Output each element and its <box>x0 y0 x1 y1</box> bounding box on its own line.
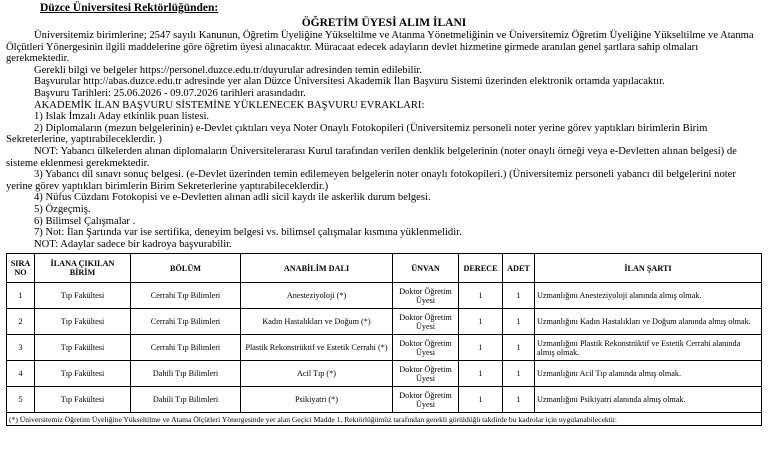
header-sira-no: SIRA NO <box>7 254 35 283</box>
cell-birim: Tıp Fakültesi <box>35 335 131 361</box>
cell-adet: 1 <box>503 361 535 387</box>
header-anabilim-dali: ANABİLİM DALI <box>241 254 393 283</box>
table-row <box>7 387 762 413</box>
cell-unvan: Doktor Öğretim Üyesi <box>393 283 459 309</box>
cell-birim: Tıp Fakültesi <box>35 283 131 309</box>
issuer-header: Düzce Üniversitesi Rektörlüğünden: <box>40 2 219 14</box>
header-unvan: ÜNVAN <box>393 254 459 283</box>
cell-ilan-sarti: Uzmanlığını Plastik Rekonstrüktif ve Estetik Cerrahi alanında almış olmak. <box>535 335 762 361</box>
cell-bolum: Cerrahi Tıp Bilimleri <box>131 283 241 309</box>
cell-anabilim-dali: Acil Tıp (*) <box>241 361 393 387</box>
application-dates: Başvuru Tarihleri: 25.06.2026 - 09.07.2026 tarihleri arasındadır. <box>34 87 306 99</box>
document-item-4: 4) Nüfus Cüzdanı Fotokopisi ve e-Devletten alınan adli sicil kaydı ile askerlik durum belgesi. <box>34 192 431 204</box>
cell-birim: Tıp Fakültesi <box>35 309 131 335</box>
table-footnote-row <box>7 413 762 426</box>
cell-ilan-sarti: Uzmanlığını Anesteziyoloji alanında almış olmak. <box>535 283 762 309</box>
header-derece: DERECE <box>459 254 503 283</box>
cell-sira-no: 4 <box>7 361 35 387</box>
document-note-2: NOT: Adaylar sadece bir kadroya başvurabilir. <box>34 238 232 250</box>
cell-adet: 1 <box>503 335 535 361</box>
cell-ilan-sarti: Uzmanlığını Psikiyatri alanında almış olmak. <box>535 387 762 413</box>
table-row <box>7 335 762 361</box>
cell-anabilim-dali: Plastik Rekonstrüktif ve Estetik Cerrahi (*) <box>241 335 393 361</box>
table-header-row <box>7 254 762 283</box>
cell-sira-no: 2 <box>7 309 35 335</box>
document-item-7: 7) Not: İlan Şartında var ise sertifika, deneyim belgesi vs. bilimsel çalışmalar kısmına yüklenmelidir. <box>34 227 462 239</box>
table-row <box>7 283 762 309</box>
positions-table <box>6 253 762 426</box>
document-item-3: 3) Yabancı dil sınavı sonuç belgesi. (e-Devlet üzerinden temin edilemeyen belgelerin noter onaylı fotokopileri.) (Üniversitemiz personeli yabancı dil belgelerini noter yerine görev yaptıkları birimlerin Birim Sekreterlerine yaptırabileceklerdir.) <box>6 169 736 192</box>
cell-birim: Tıp Fakültesi <box>35 361 131 387</box>
table-row <box>7 309 762 335</box>
document-item-1: 1) Islak İmzalı Aday etkinlik puan listesi. <box>34 111 210 123</box>
document-note-1: NOT: Yabancı ülkelerden alınan diplomaların Üniversitelerarası Kurul tarafından verilen denklik belgelerinin (noter onaylı örneği veya e-Devletten alınan belgesi) de sisteme eklenmesi gerekmektedir. <box>6 145 737 169</box>
cell-sira-no: 5 <box>7 387 35 413</box>
cell-derece: 1 <box>459 283 503 309</box>
cell-unvan: Doktor Öğretim Üyesi <box>393 361 459 387</box>
cell-unvan: Doktor Öğretim Üyesi <box>393 387 459 413</box>
cell-sira-no: 1 <box>7 283 35 309</box>
document-item-6: 6) Bilimsel Çalışmalar . <box>34 215 136 227</box>
intro-paragraph: Üniversitemiz birimlerine; 2547 sayılı Kanunun, Öğretim Üyeliğine Yükseltilme ve Atanma Yönetmeliğinin ve Üniversitemiz Öğretim Üyeliğine Yükseltilme ve Atanma Ölçütleri Yönergesinin ilgili maddelerine göre öğretim üyesi alınacaktır. Müracaat edecek adayların devlet hizmetine girmede aranılan genel şartlara sahip olmaları gerekmektedir. <box>6 30 754 65</box>
table-row <box>7 361 762 387</box>
header-adet: ADET <box>503 254 535 283</box>
cell-derece: 1 <box>459 309 503 335</box>
announcement-title: ÖĞRETİM ÜYESİ ALIM İLANI <box>301 17 467 29</box>
cell-anabilim-dali: Psikiyatri (*) <box>241 387 393 413</box>
cell-unvan: Doktor Öğretim Üyesi <box>393 309 459 335</box>
cell-ilan-sarti: Uzmanlığını Acil Tıp alanında almış olmak. <box>535 361 762 387</box>
cell-anabilim-dali: Anesteziyoloji (*) <box>241 283 393 309</box>
cell-derece: 1 <box>459 361 503 387</box>
cell-derece: 1 <box>459 387 503 413</box>
table-footnote: (*) Üniversitemiz Öğretim Üyeliğine Yükseltilme ve Atama Ölçütleri Yönergesinde yer alan Geçici Madde 1, Rektörlüğümüz tarafından gerekli görüldüğü takdirde bu kadrolar için uygulanabilecektir. <box>7 413 762 426</box>
application-info-paragraph: Başvurular http://abas.duzce.edu.tr adresinde yer alan Düzce Üniversitesi Akademik İlan Başvuru Sistemi üzerinden elektronik ortamda yapılacaktır. <box>34 76 665 88</box>
cell-anabilim-dali: Kadın Hastalıkları ve Doğum (*) <box>241 309 393 335</box>
cell-adet: 1 <box>503 387 535 413</box>
cell-unvan: Doktor Öğretim Üyesi <box>393 335 459 361</box>
cell-adet: 1 <box>503 283 535 309</box>
document-item-5: 5) Özgeçmiş. <box>34 203 91 215</box>
required-documents-heading: AKADEMİK İLAN BAŞVURU SİSTEMİNE YÜKLENECEK BAŞVURU EVRAKLARI: <box>34 99 425 111</box>
documents-info-paragraph: Gerekli bilgi ve belgeler https://personel.duzce.edu.tr/duyurular adresinden temin edilebilir. <box>34 64 423 76</box>
cell-bolum: Cerrahi Tıp Bilimleri <box>131 309 241 335</box>
cell-derece: 1 <box>459 335 503 361</box>
cell-bolum: Dahili Tıp Bilimleri <box>131 387 241 413</box>
cell-birim: Tıp Fakültesi <box>35 387 131 413</box>
header-bolum: BÖLÜM <box>131 254 241 283</box>
cell-adet: 1 <box>503 309 535 335</box>
cell-sira-no: 3 <box>7 335 35 361</box>
header-birim: İLANA ÇIKILAN BİRİM <box>35 254 131 283</box>
document-item-2: 2) Diplomaların (mezun belgelerinin) e-Devlet çıktıları veya Noter Onaylı Fotokopileri (Üniversitemiz personeli noter yerine görev yaptıkları birimlerin Birim Sekreterlerine, yaptırabileceklerdir. ) <box>6 122 708 146</box>
cell-bolum: Dahili Tıp Bilimleri <box>131 361 241 387</box>
header-ilan-sarti: İLAN ŞARTI <box>535 254 762 283</box>
cell-ilan-sarti: Uzmanlığını Kadın Hastalıkları ve Doğum alanında almış olmak. <box>535 309 762 335</box>
cell-bolum: Cerrahi Tıp Bilimleri <box>131 335 241 361</box>
